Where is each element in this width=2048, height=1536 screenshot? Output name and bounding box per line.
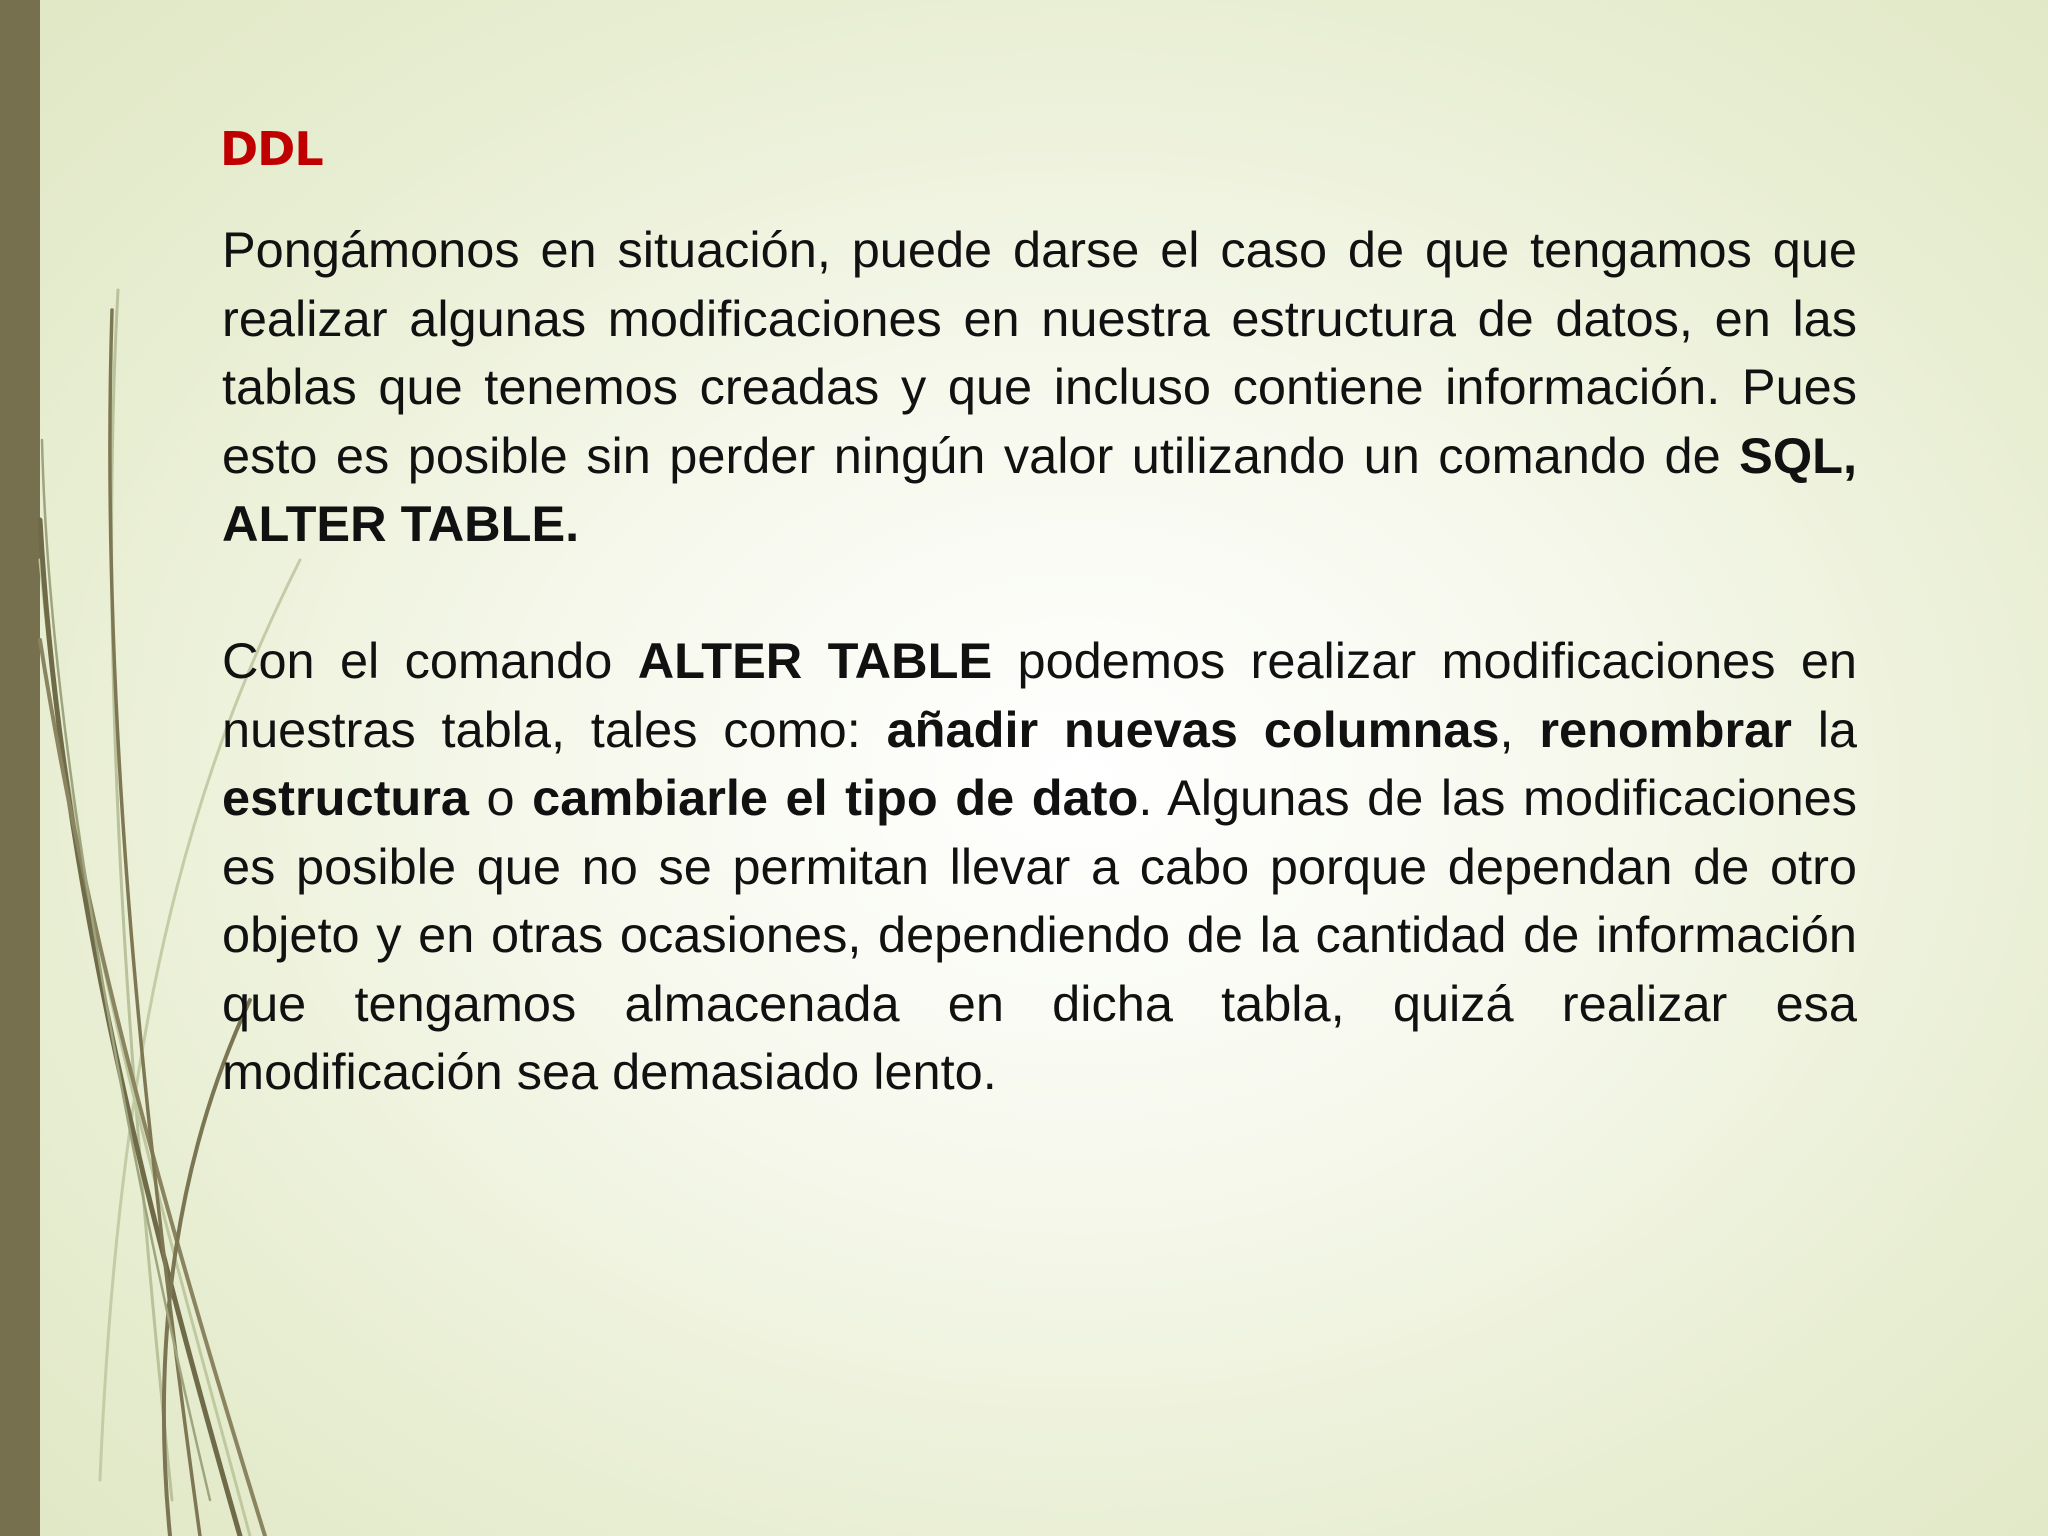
paragraph2-text-c: , [1499, 700, 1540, 758]
paragraph1-text-a: Pongámonos en situación, puede darse el caso de que tengamos que realizar algunas modificaciones en nuestra estructura de datos, en las tablas que tenemos creadas y que incluso contiene información. Pues esto es posible sin perder ningún valor utilizando un comando de [222, 221, 1857, 484]
slide-body [222, 216, 1857, 1107]
paragraph2-bold-change-type: cambiarle el tipo de dato [532, 769, 1139, 826]
paragraph2-text-b: podemos realizar modificaciones en nuestras tabla, tales como: [222, 632, 1857, 758]
paragraph2-text-d: la [1791, 700, 1858, 758]
paragraph2-text-f: . Algunas de las modificaciones es posible que no se permitan llevar a cabo porque dependan de otro objeto y en otras ocasiones, dependiendo de la cantidad de información que tengamos almacenada en dicha tabla, quizá realizar esa modificación sea demasiado lento. [222, 769, 1857, 1100]
paragraph2-bold-structure: estructura [222, 769, 469, 826]
paragraph2-text-a: Con el comando [222, 632, 638, 689]
paragraph-alter-table-intro [222, 216, 1857, 559]
paragraph2-bold-rename: renombrar [1539, 700, 1792, 758]
paragraph2-text-e: o [468, 769, 533, 826]
paragraph1-bold-sql-alter-table: SQL, ALTER TABLE. [222, 426, 1857, 552]
slide-title: DDL [220, 122, 323, 176]
paragraph-alter-table-uses [222, 627, 1857, 1107]
paragraph2-bold-add-columns: añadir nuevas columnas [886, 700, 1500, 758]
paragraph2-bold-alter-table: ALTER TABLE [637, 632, 993, 689]
